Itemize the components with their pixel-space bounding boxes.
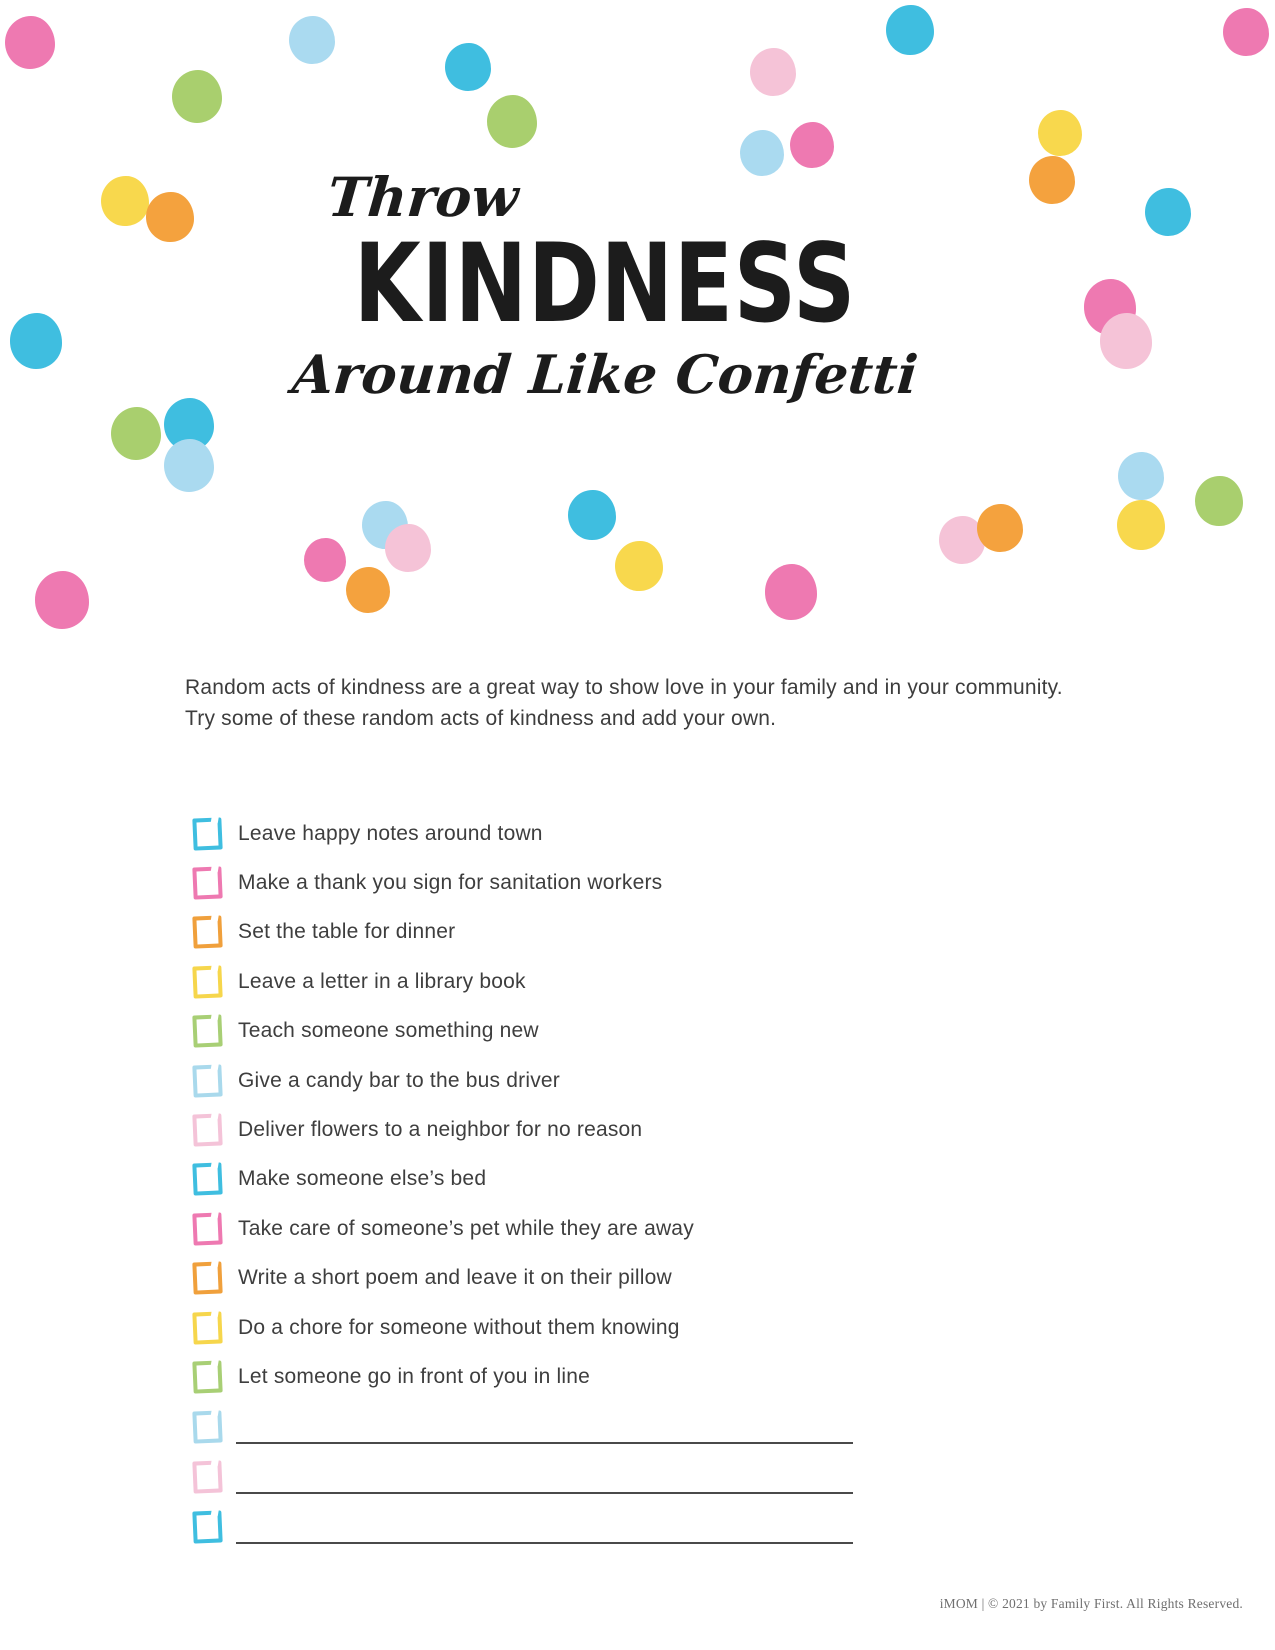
confetti-dot [172, 70, 222, 123]
confetti-dot [10, 313, 62, 368]
checklist-item [193, 1303, 1093, 1352]
checklist-item [193, 1155, 1093, 1204]
confetti-dot [750, 48, 796, 97]
item-checkbox[interactable] [192, 1460, 222, 1493]
title-line-throw: Throw [324, 165, 522, 229]
write-in-line[interactable] [236, 1512, 853, 1544]
item-checkbox[interactable] [192, 817, 222, 850]
checklist-item [193, 1105, 1093, 1154]
checklist-item-label: Take care of someone’s pet while they are away [238, 1216, 694, 1240]
checklist-item [193, 858, 1093, 907]
confetti-dot [1117, 500, 1165, 551]
title-block [255, 165, 955, 406]
confetti-dot [568, 490, 616, 541]
confetti-dot [164, 439, 214, 492]
item-checkbox[interactable] [192, 965, 222, 998]
item-checkbox[interactable] [192, 1311, 222, 1344]
item-checkbox[interactable] [192, 1113, 222, 1146]
confetti-dot [765, 564, 817, 619]
checklist-blank-item [193, 1502, 1093, 1552]
confetti-dot [1029, 156, 1075, 205]
checklist-item [193, 809, 1093, 858]
confetti-dot [1195, 476, 1243, 527]
confetti-dot [304, 538, 346, 583]
checklist-item-label: Set the table for dinner [238, 920, 456, 944]
checklist-item-label: Teach someone something new [238, 1019, 539, 1043]
confetti-dot [346, 567, 390, 614]
checklist-item-label: Leave a letter in a library book [238, 969, 526, 993]
item-checkbox[interactable] [192, 1262, 222, 1295]
checklist [193, 809, 1093, 1552]
checklist-item-label: Do a chore for someone without them knowing [238, 1315, 680, 1339]
title-line-confetti: Around Like Confetti [289, 344, 921, 406]
item-checkbox[interactable] [192, 916, 222, 949]
checklist-item-label: Deliver flowers to a neighbor for no reason [238, 1118, 643, 1142]
checklist-item [193, 1352, 1093, 1401]
confetti-dot [1118, 452, 1164, 501]
write-in-line[interactable] [236, 1412, 853, 1444]
confetti-dot [35, 571, 89, 628]
confetti-dot [385, 524, 431, 573]
checklist-item-label: Give a candy bar to the bus driver [238, 1068, 560, 1092]
item-checkbox[interactable] [192, 866, 222, 899]
confetti-dot [445, 43, 491, 92]
item-checkbox[interactable] [192, 1212, 222, 1245]
confetti-dot [5, 16, 55, 69]
confetti-dot [977, 504, 1023, 553]
checklist-blank-item [193, 1402, 1093, 1452]
confetti-dot [1145, 188, 1191, 237]
confetti-dot [487, 95, 537, 148]
checklist-item [193, 908, 1093, 957]
confetti-dot [111, 407, 161, 460]
checklist-item-label: Let someone go in front of you in line [238, 1364, 590, 1388]
confetti-dot [886, 5, 934, 56]
checklist-item [193, 1254, 1093, 1303]
item-checkbox[interactable] [192, 1015, 222, 1048]
checklist-blank-item [193, 1452, 1093, 1502]
item-checkbox[interactable] [192, 1064, 222, 1097]
footer-credit: iMOM | © 2021 by Family First. All Rights Reserved. [939, 1596, 1243, 1611]
item-checkbox[interactable] [192, 1510, 222, 1543]
checklist-item-label: Make someone else’s bed [238, 1167, 487, 1191]
confetti-dot [615, 541, 663, 592]
checklist-item [193, 1007, 1093, 1056]
checklist-item [193, 1204, 1093, 1253]
intro-paragraph: Random acts of kindness are a great way to show love in your family and in your community. Try some of these random acts of kindness and add your own. [185, 676, 1063, 730]
confetti-dot [1223, 8, 1269, 57]
checklist-item-label: Make a thank you sign for sanitation workers [238, 871, 663, 895]
checklist-item-label: Leave happy notes around town [238, 821, 543, 845]
item-checkbox[interactable] [192, 1163, 222, 1196]
checklist-item-label: Write a short poem and leave it on their pillow [238, 1266, 672, 1290]
confetti-dot [1038, 110, 1082, 157]
confetti-dot [790, 122, 834, 169]
confetti-dot [289, 16, 335, 65]
title-line-kindness: KINDNESS [353, 220, 857, 348]
write-in-line[interactable] [236, 1462, 853, 1494]
item-checkbox[interactable] [192, 1410, 222, 1443]
checklist-item [193, 1056, 1093, 1105]
checklist-item [193, 957, 1093, 1006]
confetti-dot [1100, 313, 1152, 368]
item-checkbox[interactable] [192, 1360, 222, 1393]
